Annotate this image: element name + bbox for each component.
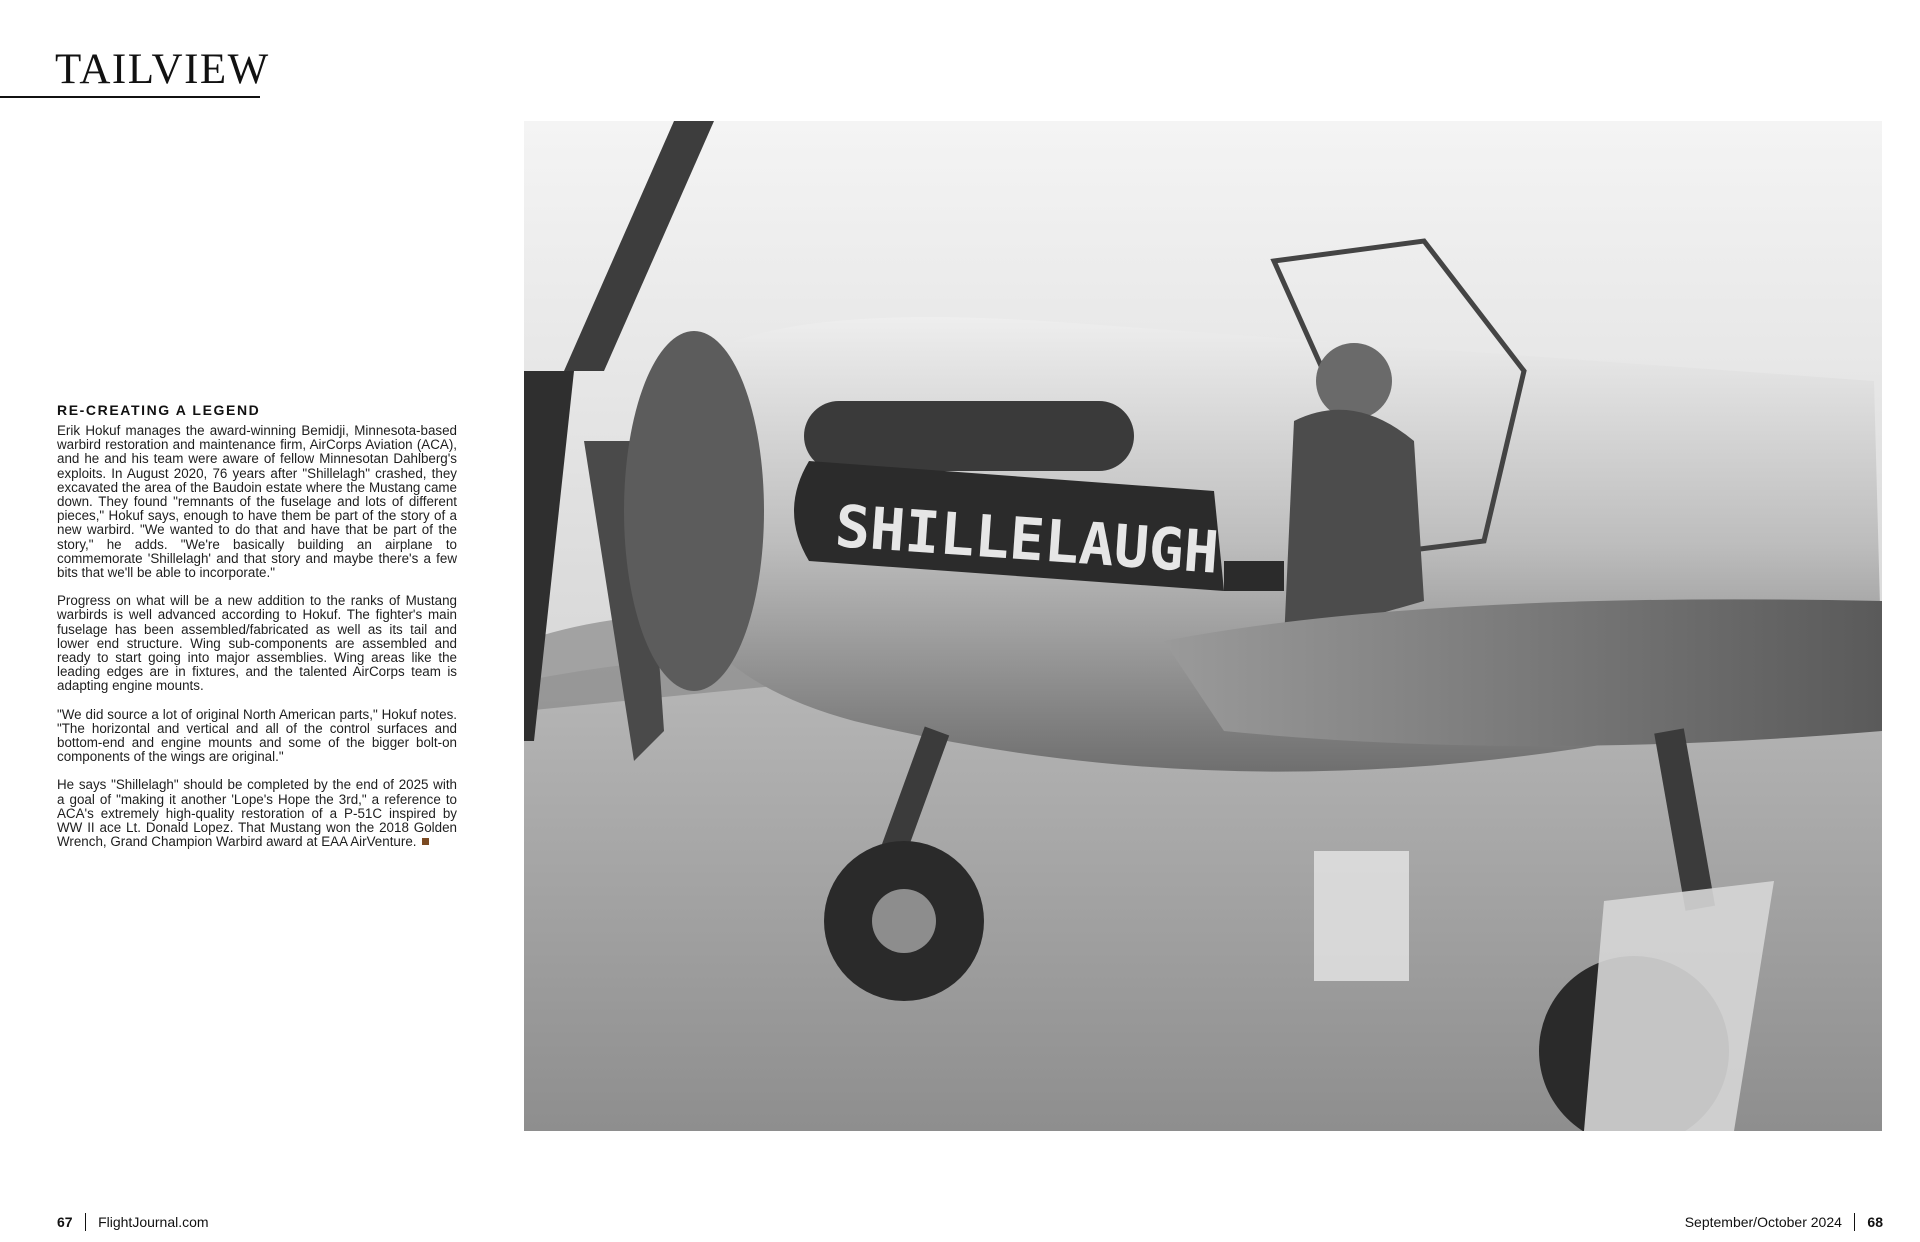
p51-mustang-photo-illustration xyxy=(524,121,1882,1131)
article-paragraph: "We did source a lot of original North American parts," Hokuf notes. "The horizontal and vertical and all of the control surfaces and bottom-end and engine mounts and some of the bigger bolt-on components of the wings are original." xyxy=(57,706,457,765)
article-paragraph-text: He says "Shillelagh" should be completed by the end of 2025 with a goal of "making it another 'Lope's Hope the 3rd," a reference to ACA's extremely high-quality restoration of a P-51C inspired by WW II ace Lt. Donald Lopez. That Mustang won the 2018 Golden Wrench, Grand Champion Warbird award at EAA AirVenture. xyxy=(57,777,457,850)
title-rule xyxy=(0,96,260,98)
footer-separator xyxy=(85,1213,87,1231)
article-heading: RE-CREATING A LEGEND xyxy=(57,402,261,418)
footer-left xyxy=(57,1213,209,1231)
pilot-head xyxy=(1316,343,1392,419)
page-number-right: 68 xyxy=(1867,1214,1883,1230)
issue-date: September/October 2024 xyxy=(1684,1214,1842,1230)
end-mark-icon xyxy=(422,838,429,845)
nose-art-text: SHILLELAUGH xyxy=(833,492,1221,587)
footer-right xyxy=(1685,1213,1883,1231)
article-paragraph-last xyxy=(57,778,457,849)
wheel-chock xyxy=(1314,851,1409,981)
article-column xyxy=(57,402,457,863)
pilot-body xyxy=(1284,410,1424,641)
article-paragraph: Progress on what will be a new addition to the ranks of Mustang warbirds is well advanced according to Hokuf. The fighter's main fuselage has been assembled/fabricated as well as its tail and lower end structure. Wing sub-components are assembled and ready to start going into major assemblies. Wing areas like the leading edges are in fixtures, and the talented AirCorps team is adapting engine mounts. xyxy=(57,593,457,694)
footer-separator xyxy=(1854,1213,1856,1231)
article-paragraph: Erik Hokuf manages the award-winning Bemidji, Minnesota-based warbird restoration and maintenance firm, AirCorps Aviation (ACA), and he and his team were aware of fellow Minnesotan Dahlberg's exploits. In August 2020, 76 years after "Shillelagh" crashed, they excavated the area of the Baudoin estate where the Mustang came down. They found "remnants of the fuselage and lots of different pieces," Hokuf says, enough to have them be part of the story of a new warbird. "We wanted to do that and have that be part of the story," he adds. "We're basically building an airplane to commemorate 'Shillelagh' and that story and maybe there's a few bits that we'll be able to incorporate." xyxy=(57,423,457,581)
spinner-cowling xyxy=(624,331,764,691)
main-wheel-hub xyxy=(872,889,936,953)
site-name: FlightJournal.com xyxy=(98,1214,209,1230)
exhaust-stacks xyxy=(804,401,1134,471)
aircraft-photo xyxy=(524,121,1882,1131)
page-number-left: 67 xyxy=(57,1214,73,1230)
section-title: TAILVIEW xyxy=(55,46,270,93)
banner-tail xyxy=(1224,561,1284,591)
